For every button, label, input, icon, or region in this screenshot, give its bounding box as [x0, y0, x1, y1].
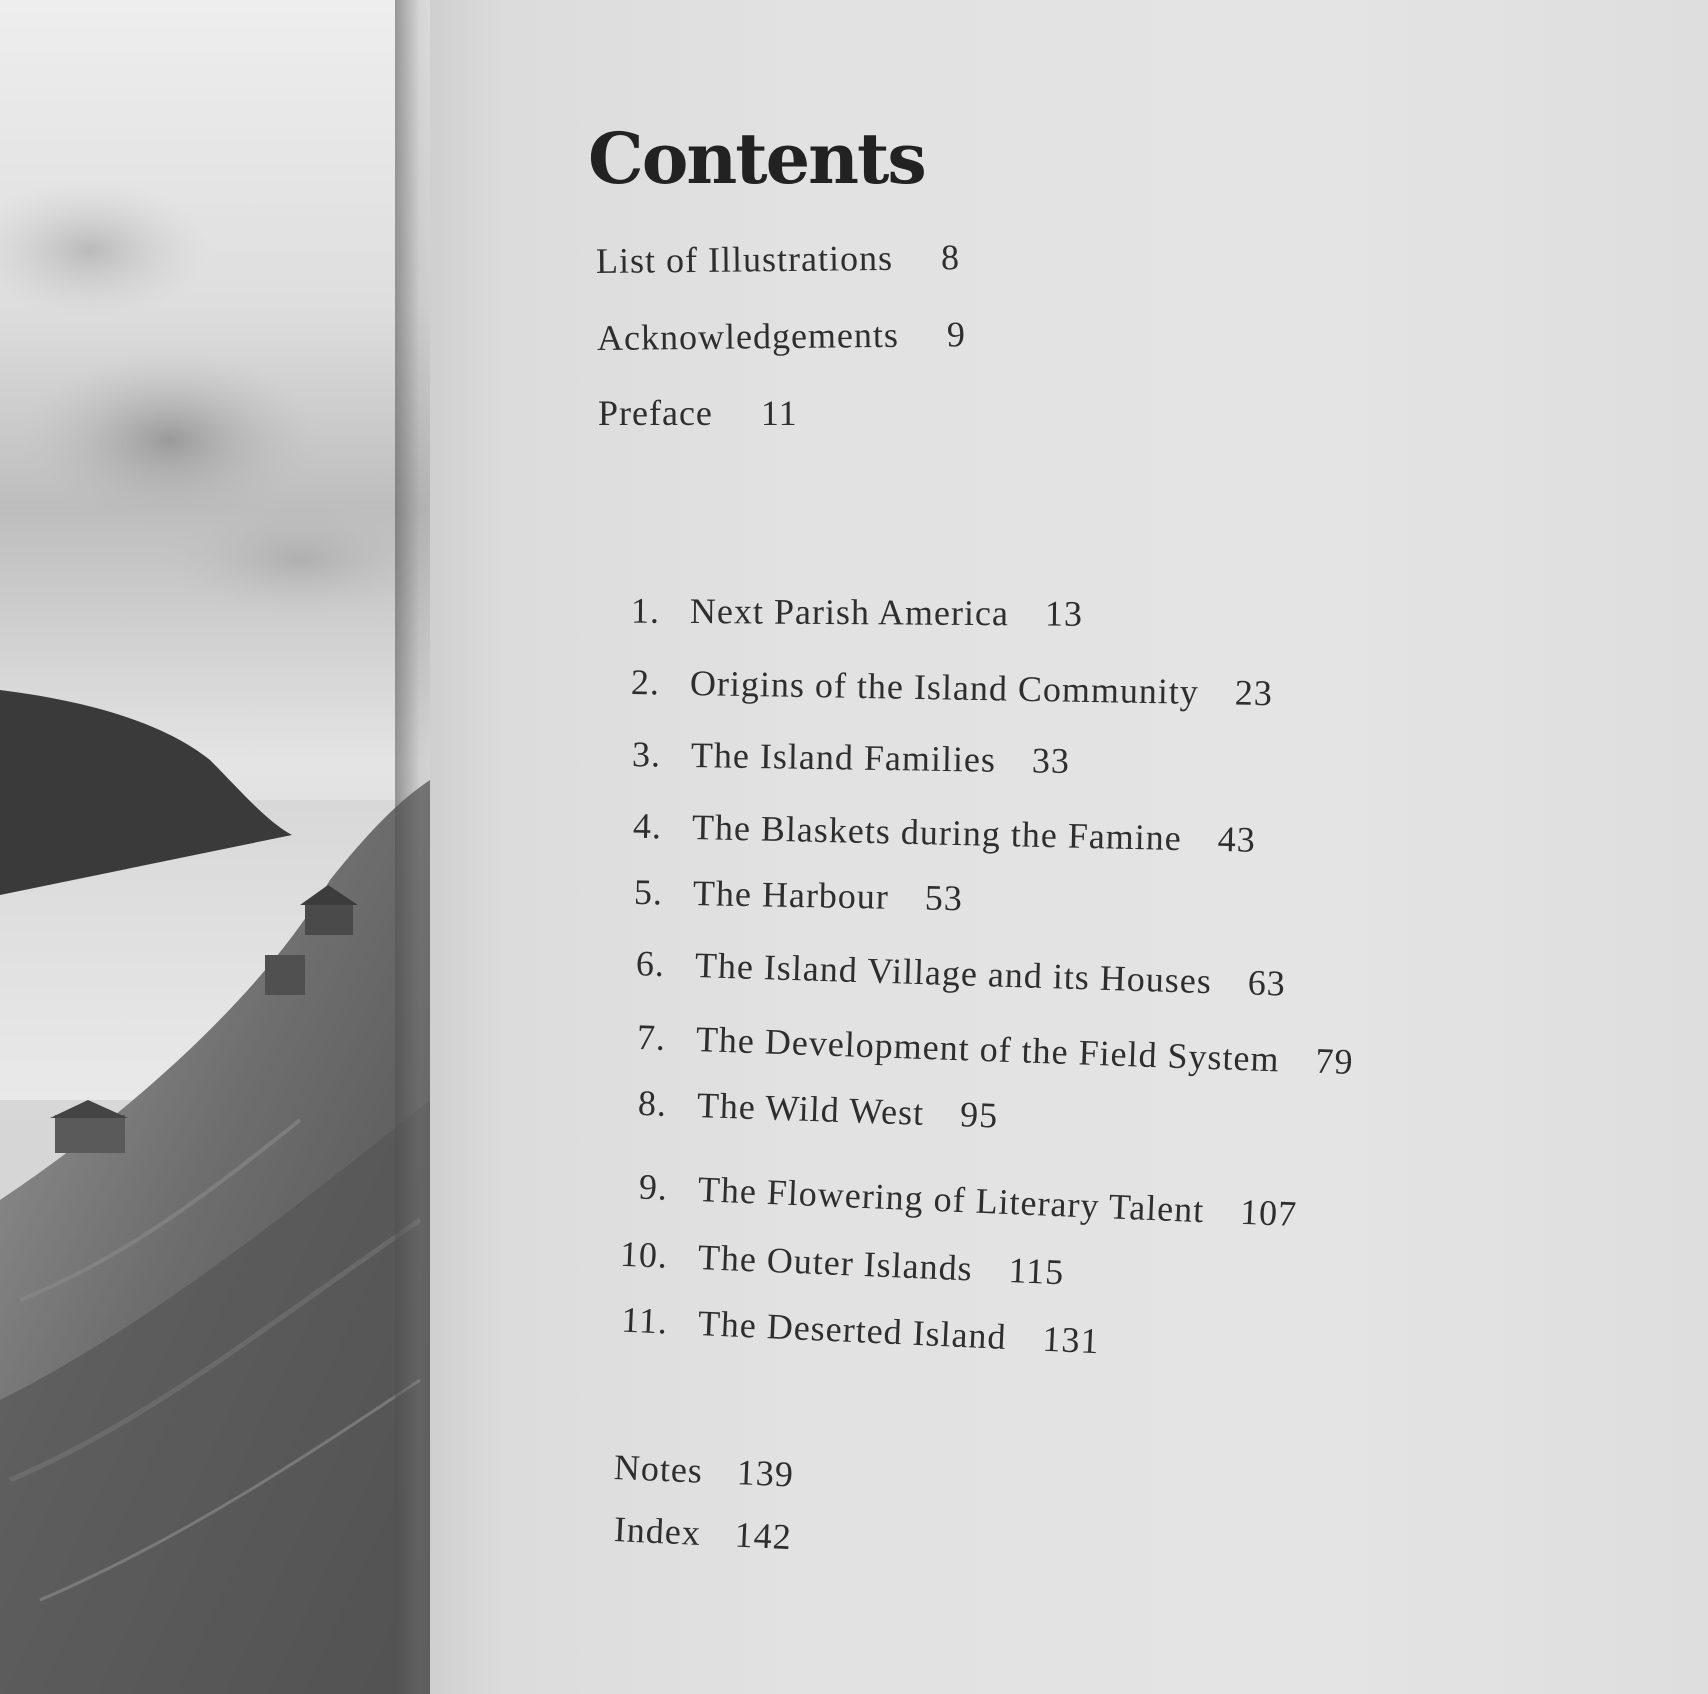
- toc-entry-index: [613, 1508, 793, 1558]
- chapter-title: The Flowering of Literary Talent: [697, 1169, 1206, 1231]
- landscape-photograph: [0, 0, 430, 1694]
- toc-entry-title: List of Illustrations: [595, 237, 894, 281]
- contents-heading: Contents: [588, 117, 925, 200]
- chapter-number: 9.: [638, 1166, 669, 1208]
- chapter-number: 5.: [633, 871, 664, 913]
- chapter-number: 6.: [635, 943, 666, 985]
- toc-entry-preface: [598, 392, 798, 434]
- toc-entry-page: 139: [736, 1452, 795, 1495]
- chapter-page: 53: [924, 877, 964, 919]
- chapter-number: 4.: [632, 805, 663, 847]
- chapter-title: The Island Families: [690, 735, 997, 780]
- photo-artwork: [0, 0, 430, 1694]
- chapter-title: The Wild West: [696, 1085, 925, 1133]
- toc-chapter-5: [633, 871, 964, 919]
- page-gutter-shadow: [395, 0, 430, 1694]
- chapter-number: 11.: [620, 1299, 669, 1342]
- chapter-title: The Deserted Island: [697, 1303, 1008, 1357]
- toc-entry-title: Acknowledgements: [596, 314, 900, 358]
- chapter-title: The Island Village and its Houses: [694, 945, 1213, 1002]
- toc-entry-page: 8: [940, 237, 961, 278]
- chapter-page: 63: [1247, 962, 1287, 1004]
- chapter-page: 115: [1007, 1250, 1066, 1293]
- chapter-title: The Blaskets during the Famine: [691, 807, 1183, 859]
- toc-entry-list-of-illustrations: [596, 236, 960, 282]
- chapter-page: 43: [1217, 818, 1257, 860]
- toc-entry-notes: [613, 1446, 795, 1496]
- chapter-page: 13: [1044, 593, 1084, 634]
- chapter-number: 10.: [619, 1233, 669, 1276]
- toc-chapter-1: [630, 590, 1084, 635]
- chapter-title: Next Parish America: [689, 591, 1010, 634]
- chapter-page: 95: [959, 1094, 999, 1136]
- chapter-title: Origins of the Island Community: [689, 663, 1200, 712]
- chapter-page: 107: [1239, 1191, 1298, 1235]
- chapter-title: The Harbour: [692, 873, 890, 917]
- chapter-title: The Outer Islands: [697, 1237, 974, 1289]
- chapter-page: 33: [1031, 740, 1071, 781]
- chapter-page: 79: [1314, 1040, 1355, 1082]
- chapter-number: 3.: [631, 734, 662, 775]
- toc-chapter-3: [631, 734, 1071, 782]
- chapter-number: 7.: [636, 1016, 667, 1058]
- toc-entry-title: Notes: [613, 1447, 704, 1491]
- chapter-title: The Development of the Field System: [695, 1019, 1281, 1080]
- toc-entry-page: 11: [760, 393, 798, 433]
- chapter-page: 23: [1234, 672, 1274, 714]
- toc-entry-acknowledgements: [597, 313, 966, 359]
- chapter-number: 2.: [630, 661, 661, 703]
- chapter-number: 1.: [630, 590, 661, 631]
- toc-entry-title: Preface: [598, 393, 713, 433]
- toc-entry-page: 142: [733, 1514, 793, 1558]
- toc-entry-page: 9: [946, 314, 967, 355]
- chapter-number: 8.: [637, 1082, 668, 1124]
- chapter-page: 131: [1041, 1318, 1101, 1362]
- toc-entry-title: Index: [613, 1509, 702, 1553]
